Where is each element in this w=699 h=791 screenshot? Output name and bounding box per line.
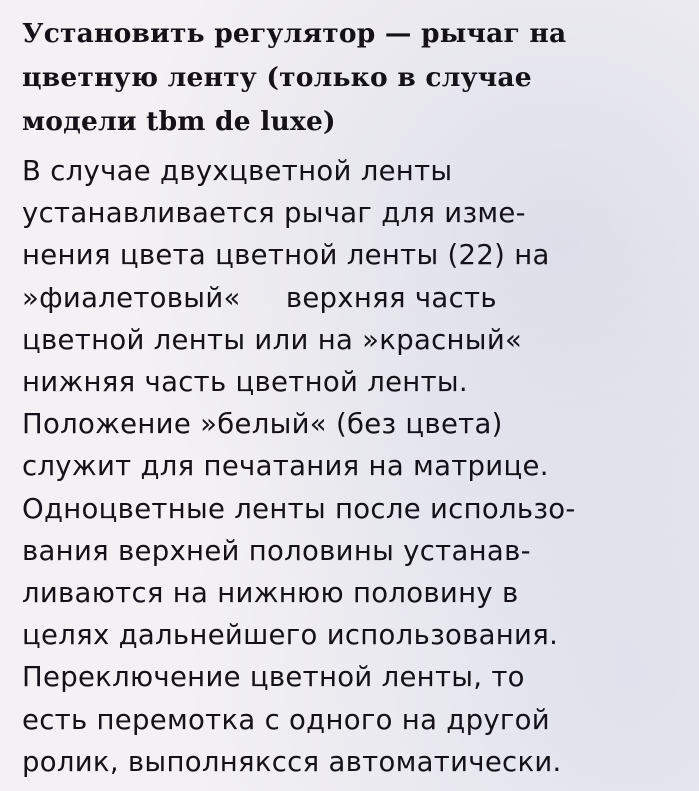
paragraph-line: нения цвета цветной ленты (22) на [22,239,550,272]
heading-line: модели tbm de luxe) [22,106,336,137]
paragraph-line: ролик, выполняксся автоматически. [22,745,562,778]
paragraph-line: »фиалетовый« верхняя часть [22,281,497,314]
paragraph-line: Одноцветные ленты после использо- [22,492,576,525]
paragraph-line: Положение »белый« (без цвета) [22,408,503,441]
paragraph-line: цветной ленты или на »красный« [22,323,523,356]
paragraph-line: ливаются на нижнюю половину в [22,577,519,610]
paragraph-line: целях дальнейшего использования. [22,619,559,652]
paragraph-line: нижняя часть цветной ленты. [22,366,468,399]
paragraph-line: устанавливается рычаг для изме- [22,197,526,230]
heading-line: Установить регулятор — рычаг на [22,18,567,49]
instruction-paragraph [22,150,682,783]
paragraph-line: есть перемотка с одного на другой [22,703,550,736]
paragraph-line: В случае двухцветной ленты [22,155,453,187]
paragraph-line: Переключение цветной ленты, то [22,661,525,694]
heading-line: цветную ленту (только в случае [22,62,532,93]
section-heading [22,12,682,144]
paragraph-line: служит для печатания на матрице. [22,450,549,483]
paragraph-line: вания верхней половины устанав- [22,534,531,567]
